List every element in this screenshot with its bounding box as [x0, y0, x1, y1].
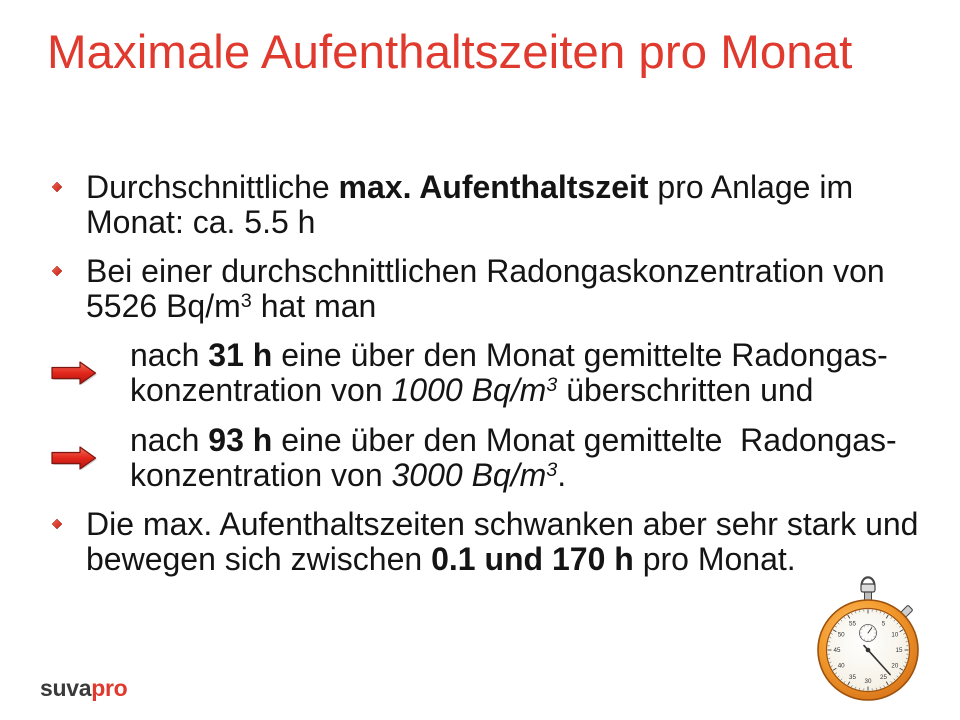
emphasis-concentration: 3000 Bq/m — [391, 457, 547, 493]
text-segment: 5526 Bq/m — [86, 288, 241, 324]
text-segment: Die max. Aufenthaltszeiten schwanken aber sehr stark und — [86, 506, 919, 542]
text-segment: pro Monat. — [633, 541, 796, 577]
text-segment: Monat: ca. 5.5 h — [86, 204, 316, 240]
dial-number: 5 — [881, 620, 886, 628]
bullet-item — [0, 170, 853, 240]
stopwatch-icon — [810, 570, 930, 710]
arrow-item — [0, 338, 888, 408]
text-segment: bewegen sich zwischen — [86, 541, 432, 577]
dial-number: 25 — [880, 674, 887, 682]
emphasis-text: max. Aufenthaltszeit — [338, 169, 649, 205]
text-segment: konzentration von — [130, 372, 392, 408]
stopwatch-crown — [861, 584, 875, 592]
text-segment: konzentration von — [130, 457, 392, 493]
emphasis-range: 0.1 und 170 h — [431, 541, 634, 577]
text-segment: eine über den Monat gemittelte Radongas- — [272, 422, 897, 458]
dial-number: 10 — [891, 631, 899, 639]
text-line — [86, 205, 853, 240]
dial-number: 15 — [895, 647, 903, 655]
text-segment: eine über den Monat gemittelte Radongas- — [272, 337, 888, 373]
diamond-bullet-icon — [52, 519, 62, 529]
text-line — [86, 170, 853, 205]
dial-number: 20 — [891, 662, 899, 670]
arrow-item-text — [130, 338, 888, 408]
diamond-bullet-icon — [52, 266, 62, 276]
dial-number: 30 — [864, 678, 872, 686]
text-line — [130, 373, 888, 408]
text-segment: Durchschnittliche — [86, 169, 339, 205]
diamond-bullet-icon — [52, 182, 62, 192]
text-line — [130, 423, 897, 458]
right-arrow-icon — [51, 361, 97, 385]
superscript-exponent: 3 — [546, 374, 558, 397]
right-arrow-icon — [51, 446, 97, 470]
stopwatch-center-cap — [866, 648, 871, 653]
text-segment: Bei einer durchschnittlichen Radongaskonzentration von — [86, 253, 885, 289]
dial-number: 40 — [837, 662, 845, 670]
text-line — [86, 289, 885, 324]
arrow-item-text — [130, 423, 897, 493]
slide-title: Maximale Aufenthaltszeiten pro Monat — [47, 26, 853, 79]
emphasis-hours: 93 h — [208, 422, 273, 458]
bullet-item — [0, 254, 885, 324]
text-segment: hat man — [251, 288, 377, 324]
text-line — [86, 254, 885, 289]
superscript-exponent: 3 — [546, 459, 558, 482]
emphasis-concentration: 1000 Bq/m — [391, 372, 547, 408]
bullet-text — [86, 170, 853, 240]
bullet-text — [86, 254, 885, 324]
dial-number: 50 — [837, 631, 845, 639]
text-segment: nach — [130, 337, 209, 373]
text-segment: nach — [130, 422, 209, 458]
emphasis-hours: 31 h — [208, 337, 273, 373]
arrow-item — [0, 423, 897, 493]
text-line — [130, 338, 888, 373]
text-segment: pro Anlage im — [648, 169, 854, 205]
dial-number: 45 — [833, 647, 841, 655]
logo-pro: pro — [91, 675, 128, 701]
text-segment: . — [557, 457, 567, 493]
text-line — [130, 458, 897, 493]
dial-number: 55 — [849, 620, 856, 628]
logo-suva: suva — [40, 675, 92, 701]
text-segment: überschritten und — [557, 372, 814, 408]
text-line — [86, 542, 918, 577]
bullet-text — [86, 507, 918, 577]
superscript-exponent: 3 — [240, 290, 252, 313]
text-line — [86, 507, 918, 542]
bullet-item — [0, 507, 918, 577]
suvapro-logo — [40, 677, 127, 700]
dial-number: 35 — [849, 674, 856, 682]
